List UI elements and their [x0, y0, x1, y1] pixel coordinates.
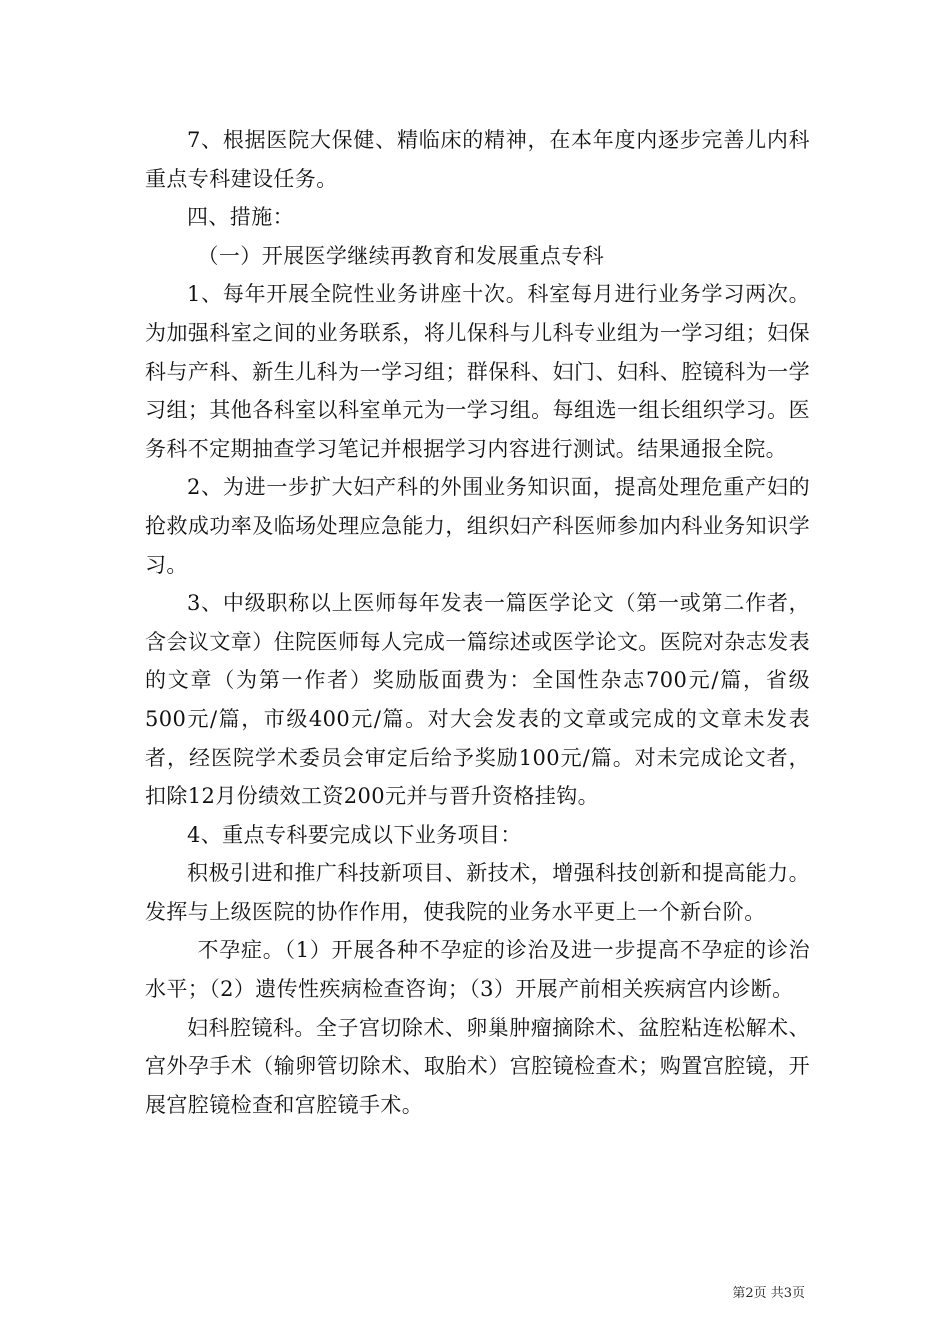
paragraph-infertility: 不孕症。（1）开展各种不孕症的诊治及进一步提高不孕症的诊治水平；（2）遗传性疾病检查咨询；（3）开展产前相关疾病宫内诊断。	[145, 938, 810, 1002]
page-number: 第2页 共3页	[732, 1286, 805, 1301]
paragraph-new-technology: 积极引进和推广科技新项目、新技术，增强科技创新和提高能力。发挥与上级医院的协作作用，使我院的业务水平更上一个新台阶。	[145, 861, 810, 924]
subsection-heading-education: （一）开展医学继续再教育和发展重点专科	[197, 243, 605, 268]
paragraph-item-4: 4、重点专科要完成以下业务项目：	[187, 822, 522, 847]
paragraph-item-1: 1、每年开展全院性业务讲座十次。科室每月进行业务学习两次。为加强科室之间的业务联系，将儿保科与儿科专业组为一学习组；妇保科与产科、新生儿科为一学习组；群保科、妇门、妇科、腔镜科为一学习组；其他各科室以科室单元为一学习组。每组选一组长组织学习。医务科不定期抽查学习笔记并根据学习内容进行测试。结果通报全院。	[145, 282, 810, 461]
section-heading-measures: 四、措施：	[187, 205, 294, 230]
paragraph-item-3: 3、中级职称以上医师每年发表一篇医学论文（第一或第二作者，含会议文章）住院医师每人完成一篇综述或医学论文。医院对杂志发表的文章（为第一作者）奖励版面费为：全国性杂志700元/篇，省级500元/篇，市级400元/篇。对大会发表的文章或完成的文章未发表者，经医院学术委员会审定后给予奖励100元/篇。对未完成论文者，扣除12月份绩效工资200元并与晋升资格挂钩。	[145, 591, 810, 809]
document-body	[145, 121, 810, 1124]
paragraph-laparoscopy: 妇科腔镜科。全子宫切除术、卵巢肿瘤摘除术、盆腔粘连松解术、宫外孕手术（输卵管切除术、取胎术）宫腔镜检查术；购置宫腔镜，开展宫腔镜检查和宫腔镜手术。	[145, 1015, 810, 1117]
paragraph-item-2: 2、为进一步扩大妇产科的外围业务知识面，提高处理危重产妇的抢救成功率及临场处理应急能力，组织妇产科医师参加内科业务知识学习。	[145, 475, 810, 577]
paragraph-item-7: 7、根据医院大保健、精临床的精神，在本年度内逐步完善儿内科重点专科建设任务。	[145, 128, 810, 191]
